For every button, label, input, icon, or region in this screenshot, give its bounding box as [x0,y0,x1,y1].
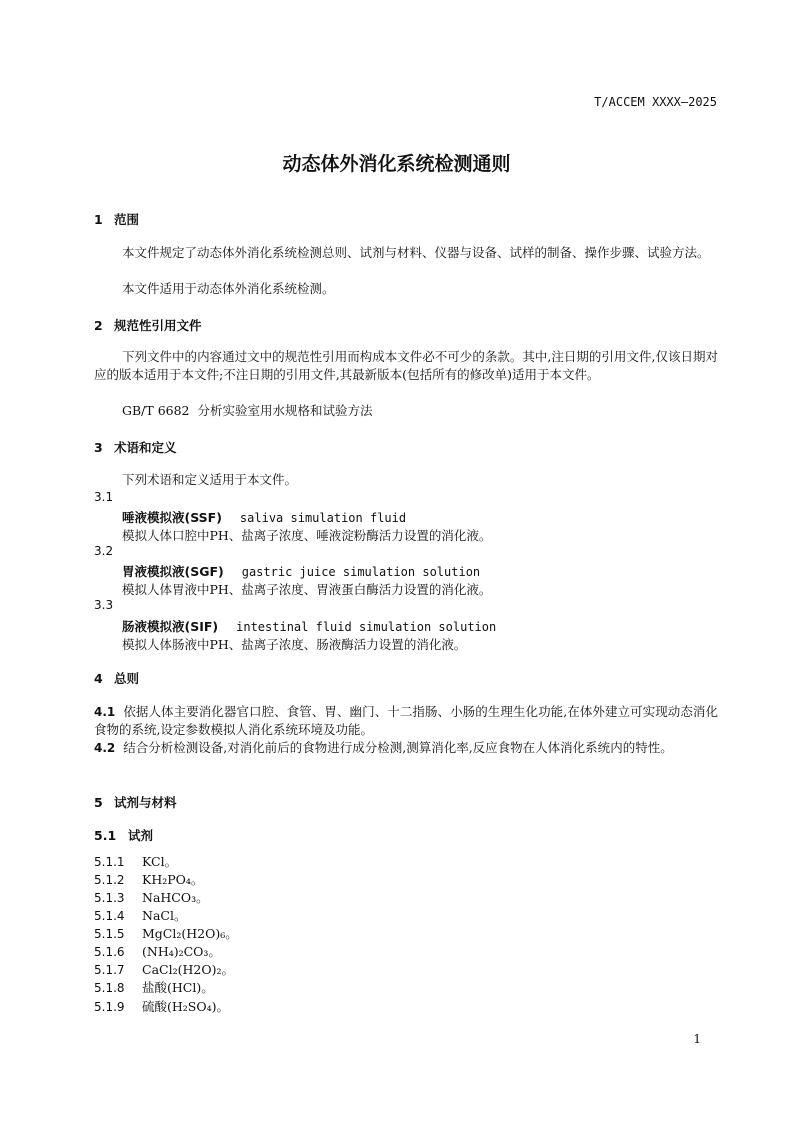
term-definition: 模拟人体口腔中PH、盐离子浓度、唾液淀粉酶活力设置的消化液。 [122,528,492,543]
reagent-text: 盐酸(HCl)。 [142,980,214,995]
section-heading-normative-references [94,316,202,334]
term-entry [122,508,406,526]
term-entry [122,617,496,635]
section-heading-general [94,669,139,687]
term-definition: 模拟人体胃液中PH、盐离子浓度、胃液蛋白酶活力设置的消化液。 [122,582,492,597]
reagent-text: (NH₄)₂CO₃。 [142,944,221,959]
section-title: 总则 [114,671,140,686]
reagent-item [94,997,229,1015]
reagent-item [94,852,177,870]
term-en: saliva simulation fluid [239,511,407,525]
clause-4-1 [94,703,718,739]
section-heading-terms [94,438,177,456]
section-number: 5 [94,795,103,810]
reagent-text: NaHCO₃。 [142,890,209,905]
reagent-number: 5.1.1 [94,855,125,869]
subsection-heading-reagents [94,826,153,844]
reagent-number: 5.1.4 [94,909,125,923]
clause-number: 4.1 [94,705,116,719]
document-title: 动态体外消化系统检测通则 [282,153,511,175]
reagent-number: 5.1.9 [94,1000,125,1014]
reagent-number: 5.1.5 [94,927,125,941]
reagent-item [94,924,238,942]
reagent-number: 5.1.8 [94,981,125,995]
paragraph: 本文件规定了动态体外消化系统检测总则、试剂与材料、仪器与设备、试样的制备、操作步骤、试验方法。 [122,245,710,260]
clause-4-2 [94,739,718,757]
term-en: intestinal fluid simulation solution [236,620,497,634]
section-number: 2 [94,318,103,333]
reagent-text: KCl。 [142,854,178,869]
clause-number: 4.2 [94,741,116,755]
reagent-item [94,942,221,960]
reagent-item [94,888,209,906]
section-number: 3 [94,440,103,455]
reagent-item [94,978,214,996]
section-title: 范围 [114,212,140,227]
term-zh: 唾液模拟液(SSF) [122,510,222,525]
clause-text: 依据人体主要消化器官口腔、食管、胃、幽门、十二指肠、小肠的生理生化功能,在体外建立可实现动态消化食物的系统,设定参数模拟人消化系统环境及功能。 [94,704,718,737]
paragraph: 本文件适用于动态体外消化系统检测。 [122,281,335,296]
reagent-text: CaCl₂(H2O)₂。 [142,962,234,977]
reagent-number: 5.1.3 [94,891,125,905]
section-heading-reagents-materials [94,793,177,811]
paragraph: 下列文件中的内容通过文中的规范性引用而构成本文件必不可少的条款。其中,注日期的引用文件,仅该日期对应的版本适用于本文件;不注日期的引用文件,其最新版本(包括所有的修改单)适用于本文件。 [94,349,718,382]
reagent-number: 5.1.2 [94,873,125,887]
term-number: 3.3 [94,598,114,612]
term-zh: 肠液模拟液(SIF) [122,619,219,634]
section-title: 试剂与材料 [114,795,177,810]
section-number: 1 [94,212,103,227]
clause-text: 结合分析检测设备,对消化前后的食物进行成分检测,测算消化率,反应食物在人体消化系统内的特性。 [123,740,673,755]
subsection-title: 试剂 [128,828,154,843]
section-title: 规范性引用文件 [114,318,202,333]
term-number: 3.1 [94,490,114,504]
document-number: T/ACCEM XXXX—2025 [594,95,717,109]
term-definition: 模拟人体肠液中PH、盐离子浓度、肠液酶活力设置的消化液。 [122,637,467,652]
paragraph: 下列术语和定义适用于本文件。 [122,472,298,487]
reagent-number: 5.1.7 [94,963,125,977]
reagent-text: 硫酸(H₂SO₄)。 [142,999,229,1014]
reagent-item [94,960,234,978]
reagent-text: MgCl₂(H2O)₆。 [142,926,238,941]
section-number: 4 [94,671,103,686]
term-zh: 胃液模拟液(SGF) [122,564,224,579]
page-number: 1 [693,1032,701,1046]
reagent-item [94,906,186,924]
reagent-number: 5.1.6 [94,945,125,959]
term-number: 3.2 [94,544,114,558]
term-en: gastric juice simulation solution [241,565,481,579]
section-heading-scope [94,210,139,228]
term-entry [122,562,480,580]
reference-item: GB/T 6682 分析实验室用水规格和试验方法 [122,403,373,418]
section-title: 术语和定义 [114,440,177,455]
reagent-text: KH₂PO₄。 [142,872,204,887]
reagent-item [94,870,203,888]
subsection-number: 5.1 [94,828,117,843]
reagent-text: NaCl。 [142,908,187,923]
